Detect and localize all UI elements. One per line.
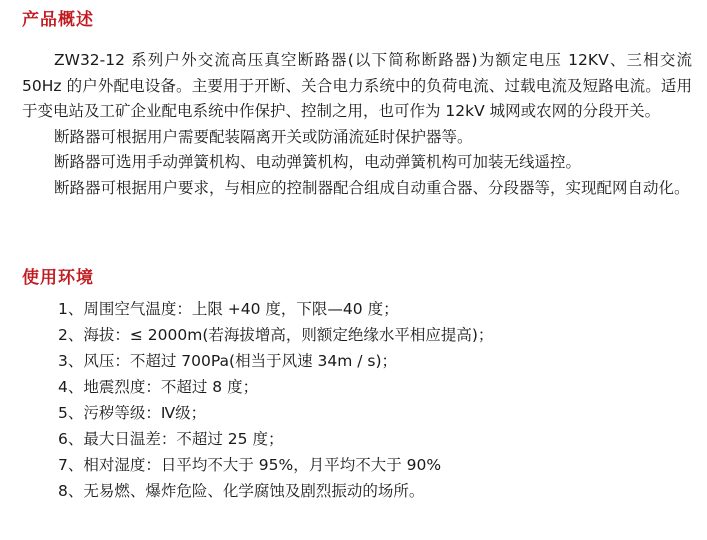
- list-item: 4、地震烈度：不超过 8 度；: [58, 378, 259, 396]
- overview-body: [22, 48, 692, 201]
- list-item: 3、风压：不超过 700Pa(相当于风速 34m / s)；: [58, 352, 398, 370]
- list-item: 8、无易燃、爆炸危险、化学腐蚀及剧烈振动的场所。: [58, 482, 425, 500]
- environment-list: [58, 296, 688, 504]
- list-item: 5、污秽等级：Ⅳ级；: [58, 404, 207, 422]
- list-item: 1、周围空气温度：上限 +40 度，下限—40 度；: [58, 300, 399, 318]
- overview-paragraph: 断路器可选用手动弹簧机构、电动弹簧机构，电动弹簧机构可加装无线遥控。: [54, 153, 582, 171]
- list-item: 6、最大日温差：不超过 25 度；: [58, 430, 284, 448]
- overview-paragraph: 断路器可根据用户要求，与相应的控制器配合组成自动重合器、分段器等，实现配网自动化。: [54, 178, 690, 197]
- list-item: 7、相对湿度：日平均不大于 95%，月平均不大于 90%: [58, 456, 442, 474]
- environment-heading: 使用环境: [22, 268, 94, 288]
- overview-paragraph: ZW32-12 系列户外交流高压真空断路器(以下简称断路器)为额定电压 12KV、三相交流 50Hz 的户外配电设备。主要用于开断、关合电力系统中的负荷电流、过载电流及短路电流。适用于变电站及工矿企业配电系统中作保护、控制之用，也可作为 12kV 城网或农网的分段开关。: [22, 51, 692, 120]
- overview-heading: 产品概述: [22, 10, 94, 30]
- overview-paragraph: 断路器可根据用户需要配装隔离开关或防涌流延时保护器等。: [54, 127, 473, 146]
- list-item: 2、海拔：≤ 2000m(若海拔增高，则额定绝缘水平相应提高)；: [58, 326, 494, 344]
